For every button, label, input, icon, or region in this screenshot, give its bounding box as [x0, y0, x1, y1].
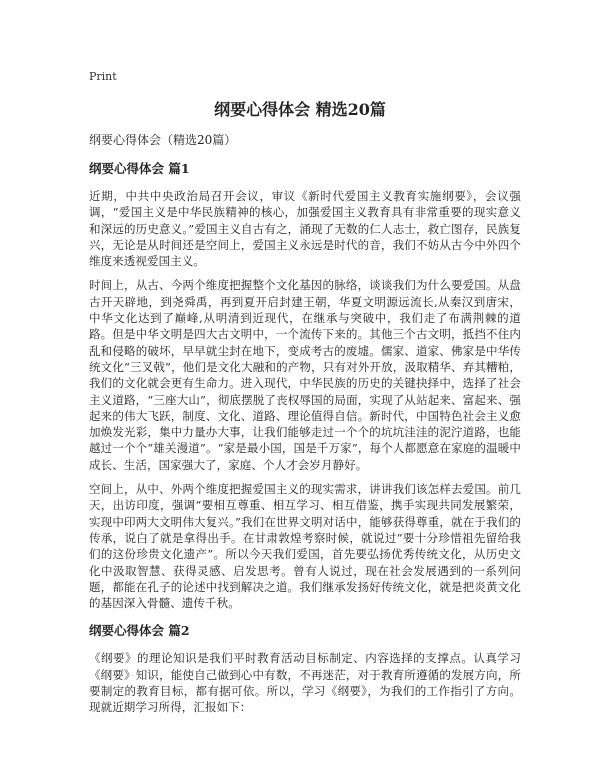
- section-2: [89, 622, 521, 715]
- paragraph: 空间上，从中、外两个维度把握爱国主义的现实需求，讲讲我们该怎样去爱国。前几天，出访印度，强调“要相互尊重、相互学习、相互借鉴，携手实现共同发展繁荣，实现中印两大文明伟大复兴。”我们在世界文明对话中，能够获得尊重，就在于我们的传承，说白了就是拿得出手。在甘肃敦煌考察时候，就说过“要十分珍惜祖先留给我们的这份珍贵文化遗产”。所以今天我们爱国，首先要弘扬优秀传统文化，从历史文化中汲取智慧、获得灵感、启发思考。曾有人说过，现在社会发展遇到的一系列问题，都能在孔子的论述中找到解决之道。我们继承发扬好传统文化，就是把炎黄文化的基因深入骨髓、遗传千秋。: [89, 482, 521, 611]
- document-body: [89, 131, 521, 724]
- document-subtitle: 纲要心得体会（精选20篇）: [89, 133, 237, 147]
- section-heading: 纲要心得体会 篇2: [89, 623, 190, 639]
- paragraph: 《纲要》的理论知识是我们平时教育活动目标制定、内容选择的支撑点。认真学习《纲要》知识，能使自己做到心中有数，不再迷茫，对于教育所遵循的发展方向，所要制定的教育目标，都有据可依。所以，学习《纲要》，为我们的工作指引了方向。现就近期学习所得，汇报如下：: [89, 651, 521, 715]
- section-1: [89, 160, 521, 611]
- paragraph: 时间上，从古、今两个维度把握整个文化基因的脉络，谈谈我们为什么要爱国。从盘古开天辟地，到尧舜禹，再到夏开启封建王朝，华夏文明源远流长,从秦汉到唐宋，中华文化达到了巅峰,从明清到近现代，在继承与突破中，我们走了布满荆棘的道路。但是中华文明是四大古文明中，一个流传下来的。其他三个古文明，抵挡不住内乱和侵略的破坏，早早就尘封在地下，变成考古的废墟。儒家、道家、佛家是中华传统文化“三叉戟”，他们是文化大融和的产物，只有对外开放，汲取精华、弃其糟粕，我们的文化就会更有生命力。进入现代，中华民族的历史的关键抉择中，选择了社会主义道路，“三座大山”，彻底摆脱了丧权辱国的局面，实现了从站起来、富起来、强起来的伟大飞跃，制度、文化、道路、理论值得自信。新时代，中国特色社会主义愈加焕发光彩，集中力量办大事，让我们能够走过一个个的坑坑洼洼的泥泞道路，也能越过一个个“雄关漫道”。“家是最小国，国是千万家”，每个人都愿意在家庭的温暖中成长、生活，国家强大了，家庭、个人才会岁月静好。: [89, 278, 521, 472]
- print-label[interactable]: Print: [89, 70, 117, 83]
- page-title: 纲要心得体会 精选20篇: [214, 100, 386, 119]
- section-heading: 纲要心得体会 篇1: [89, 161, 190, 176]
- paragraph: 近期，中共中央政治局召开会议，审议《新时代爱国主义教育实施纲要》，会议强调，“爱国主义是中华民族精神的核心，加强爱国主义教育具有非常重要的现实意义和深远的历史意义。”爱国主义自古有之，涌现了无数的仁人志士，救亡图存，民族复兴，无论是从时间还是空间上，爱国主义永远是时代的音，我们不妨从古今中外四个维度来透视爱国主义。: [89, 189, 521, 269]
